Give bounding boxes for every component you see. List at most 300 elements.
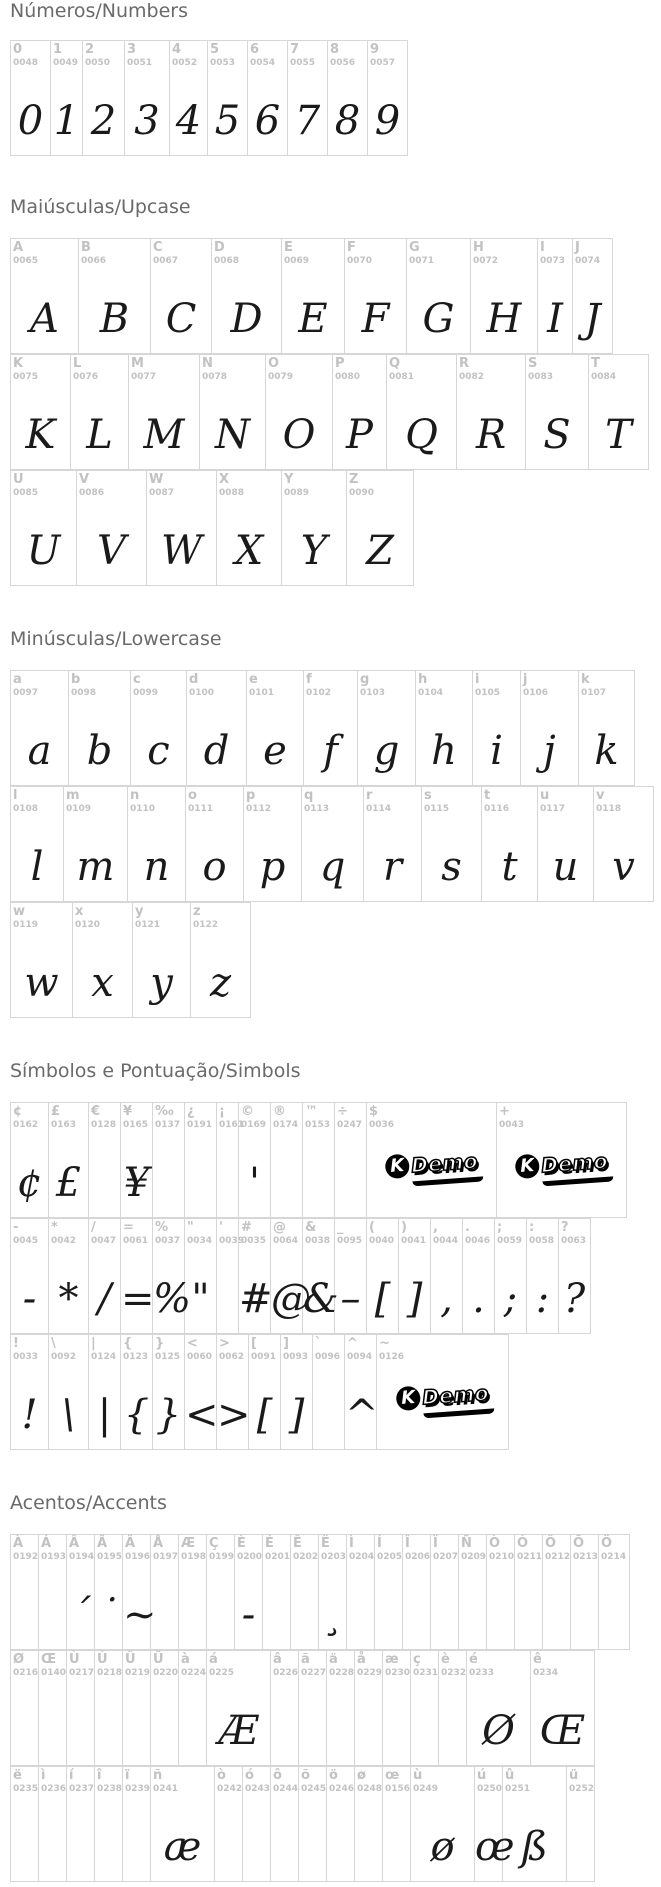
glyph-code: 0097	[13, 688, 39, 698]
glyph-cell-0036	[367, 1103, 497, 1217]
glyph-cell-0207	[431, 1535, 459, 1649]
glyph-cell-0049	[51, 41, 83, 155]
glyph-cell-0054	[248, 41, 288, 155]
glyph-sample: ;	[503, 1276, 518, 1322]
glyph-code: 0036	[369, 1120, 395, 1130]
glyph-cell-0196	[123, 1535, 157, 1649]
glyph-code: 0244	[273, 1784, 299, 1794]
glyph-sample: ø	[430, 1824, 455, 1870]
glyph-label: Æ	[181, 1536, 196, 1551]
glyph-label: ú	[477, 1768, 487, 1783]
glyph-label: Ï	[433, 1536, 438, 1551]
glyph-label: N	[202, 356, 213, 371]
glyph-code: 0056	[330, 58, 356, 68]
glyph-code: 0068	[214, 256, 240, 266]
glyph-code: 0070	[347, 256, 373, 266]
section-title: Números/Numbers	[10, 0, 188, 22]
glyph-cell-0065	[11, 239, 79, 353]
glyph-sample: O	[282, 412, 316, 458]
glyph-label: ;	[497, 1220, 503, 1235]
glyph-label: Ê	[293, 1536, 302, 1551]
glyph-label: =	[123, 1220, 134, 1235]
glyph-sample: n	[143, 844, 170, 890]
glyph-sample: Q	[405, 412, 438, 458]
glyph-code: 0037	[155, 1236, 181, 1246]
glyph-label: 7	[290, 42, 300, 57]
glyph-cell-0126	[377, 1335, 509, 1449]
glyph-cell-0213	[571, 1535, 599, 1649]
glyph-code: 0163	[51, 1120, 77, 1130]
glyph-sample: K	[25, 412, 56, 458]
glyph-sample: ¢	[16, 1160, 43, 1206]
glyph-label: ò	[217, 1768, 226, 1783]
glyph-label: D	[214, 240, 225, 255]
glyph-cell-0228	[327, 1651, 355, 1765]
glyph-code: 0218	[97, 1668, 123, 1678]
glyph-sample: œ	[475, 1824, 515, 1870]
glyph-code: 0238	[97, 1784, 123, 1794]
glyph-code: 0239	[125, 1784, 151, 1794]
glyph-sample: a	[27, 728, 52, 774]
glyph-label: \	[51, 1336, 56, 1351]
glyph-sample: [	[256, 1392, 273, 1438]
glyph-code: 0040	[369, 1236, 395, 1246]
glyph-label: £	[51, 1104, 61, 1119]
glyph-label: Â	[69, 1536, 80, 1551]
glyph-code: 0085	[13, 488, 39, 498]
glyph-sample: !	[21, 1392, 38, 1438]
glyph-cell-0229	[355, 1651, 383, 1765]
glyph-cell-0088	[217, 471, 282, 585]
glyph-cell-0197	[151, 1535, 179, 1649]
glyph-code: 0174	[273, 1120, 299, 1130]
glyph-cell-0081	[387, 355, 457, 469]
glyph-code: 0251	[505, 1784, 531, 1794]
glyph-sample: %	[153, 1276, 192, 1322]
glyph-label: Ú	[97, 1652, 108, 1667]
glyph-sample: B	[99, 296, 130, 342]
glyph-code: 0074	[575, 256, 601, 266]
glyph-sample: ~	[123, 1592, 157, 1638]
glyph-label: ~	[379, 1336, 390, 1351]
glyph-cell-0123	[121, 1335, 153, 1449]
glyph-cell-0060	[185, 1335, 217, 1449]
glyph-code: 0071	[409, 256, 435, 266]
glyph-label: Œ	[41, 1652, 57, 1667]
glyph-row	[10, 902, 251, 1018]
glyph-cell-0124	[89, 1335, 121, 1449]
glyph-sample: z	[209, 960, 232, 1006]
glyph-code: 0076	[73, 372, 99, 382]
glyph-label: I	[540, 240, 545, 255]
glyph-cell-0094	[345, 1335, 377, 1449]
glyph-cell-0056	[328, 41, 368, 155]
glyph-sample: 1	[53, 98, 80, 144]
glyph-label: H	[473, 240, 484, 255]
glyph-code: 0207	[433, 1552, 459, 1562]
glyph-label: Ò	[489, 1536, 501, 1551]
glyph-code: 0043	[499, 1120, 525, 1130]
glyph-cell-0104	[416, 671, 473, 785]
glyph-label: ©	[241, 1104, 254, 1119]
glyph-cell-0122	[191, 903, 251, 1017]
glyph-cell-0118	[594, 787, 654, 901]
glyph-cell-0066	[79, 239, 151, 353]
glyph-cell-0169	[239, 1103, 271, 1217]
glyph-code: 0112	[246, 804, 272, 814]
glyph-sample: p	[259, 844, 286, 890]
demo-word: Demo	[540, 1148, 609, 1178]
glyph-sample	[367, 1141, 496, 1181]
demo-swoosh	[413, 1176, 484, 1186]
glyph-sample: -	[241, 1592, 256, 1638]
glyph-code: 0201	[265, 1552, 291, 1562]
glyph-cell-0055	[288, 41, 328, 155]
glyph-cell-0068	[212, 239, 282, 353]
glyph-row	[10, 670, 635, 786]
glyph-label: ë	[13, 1768, 22, 1783]
glyph-cell-0205	[375, 1535, 403, 1649]
glyph-label: ã	[301, 1652, 310, 1667]
glyph-label: ¡	[219, 1104, 225, 1119]
glyph-code: 0066	[81, 256, 107, 266]
glyph-label: ñ	[153, 1768, 163, 1783]
glyph-cell-0090	[347, 471, 414, 585]
glyph-label: ^	[347, 1336, 358, 1351]
glyph-sample: h	[431, 728, 457, 774]
glyph-code: 0098	[71, 688, 97, 698]
glyph-cell-0038	[303, 1219, 339, 1333]
glyph-sample: ˊ	[70, 1592, 91, 1638]
glyph-cell-0161	[217, 1103, 245, 1217]
glyph-code: 0199	[209, 1552, 235, 1562]
glyph-label: È	[237, 1536, 246, 1551]
glyph-sample: \	[61, 1392, 76, 1438]
glyph-label: Ó	[517, 1536, 529, 1551]
glyph-sample: ^	[345, 1392, 379, 1438]
glyph-code: 0117	[540, 804, 566, 814]
glyph-label: G	[409, 240, 420, 255]
glyph-label: @	[273, 1220, 286, 1235]
glyph-cell-0050	[83, 41, 125, 155]
glyph-row	[10, 1766, 595, 1882]
glyph-label: Á	[41, 1536, 52, 1551]
glyph-cell-0076	[71, 355, 129, 469]
glyph-label: k	[581, 672, 590, 687]
glyph-cell-0039	[217, 1219, 245, 1333]
glyph-cell-0097	[11, 671, 69, 785]
glyph-cell-0194	[67, 1535, 95, 1649]
glyph-code: 0235	[13, 1784, 39, 1794]
glyph-code: 0086	[79, 488, 105, 498]
glyph-cell-0247	[335, 1103, 367, 1217]
glyph-sample: ,	[440, 1276, 453, 1322]
glyph-code: 0048	[13, 58, 39, 68]
glyph-sample	[497, 1141, 626, 1181]
demo-k-icon: K	[385, 1154, 411, 1180]
glyph-sample: ¸	[322, 1592, 343, 1638]
glyph-code: 0106	[523, 688, 549, 698]
glyph-label: o	[188, 788, 197, 803]
glyph-label: s	[424, 788, 432, 803]
glyph-label: Y	[284, 472, 294, 487]
glyph-label: y	[135, 904, 144, 919]
glyph-cell-0162	[11, 1103, 49, 1217]
glyph-code: 0249	[413, 1784, 439, 1794]
glyph-code: 0198	[181, 1552, 207, 1562]
glyph-cell-0249	[411, 1767, 475, 1881]
glyph-cell-0070	[345, 239, 407, 353]
glyph-cell-0058	[527, 1219, 559, 1333]
glyph-cell-0106	[521, 671, 579, 785]
glyph-code: 0067	[153, 256, 179, 266]
glyph-label: 6	[250, 42, 260, 57]
glyph-code: 0230	[385, 1668, 411, 1678]
glyph-label: 0	[13, 42, 23, 57]
glyph-label: q	[304, 788, 314, 803]
glyph-code: 0034	[187, 1236, 213, 1246]
glyph-label: Å	[153, 1536, 164, 1551]
glyph-label: *	[51, 1220, 58, 1235]
glyph-sample: >	[217, 1392, 251, 1438]
glyph-code: 0233	[469, 1668, 495, 1678]
glyph-code: 0063	[561, 1236, 587, 1246]
glyph-code: 0194	[69, 1552, 95, 1562]
glyph-sample: -	[22, 1276, 37, 1322]
glyph-label: #	[241, 1220, 252, 1235]
glyph-label: ï	[125, 1768, 130, 1783]
glyph-code: 0125	[155, 1352, 181, 1362]
glyph-cell-0100	[187, 671, 247, 785]
glyph-code: 0100	[189, 688, 215, 698]
glyph-cell-0041	[399, 1219, 431, 1333]
glyph-code: 0234	[533, 1668, 559, 1678]
glyph-sample: F	[361, 296, 390, 342]
glyph-sample: i	[490, 728, 503, 774]
glyph-sample: R	[475, 412, 507, 458]
glyph-cell-0156	[383, 1767, 411, 1881]
glyph-sample: U	[26, 528, 61, 574]
glyph-cell-0198	[179, 1535, 207, 1649]
glyph-label: (	[369, 1220, 375, 1235]
glyph-sample: E	[298, 296, 328, 342]
glyph-code: 0082	[459, 372, 485, 382]
glyph-code: 0080	[335, 372, 361, 382]
glyph-label: _	[337, 1220, 344, 1235]
glyph-code: 0248	[357, 1784, 383, 1794]
glyph-cell-0216	[11, 1651, 39, 1765]
glyph-label: l	[13, 788, 18, 803]
glyph-cell-0237	[67, 1767, 95, 1881]
glyph-sample: :	[535, 1276, 550, 1322]
glyph-cell-0082	[457, 355, 526, 469]
glyph-label: â	[273, 1652, 282, 1667]
glyph-cell-0244	[271, 1767, 299, 1881]
glyph-label: 8	[330, 42, 340, 57]
glyph-label: ]	[283, 1336, 289, 1351]
glyph-code: 0237	[69, 1784, 95, 1794]
glyph-sample: 3	[134, 98, 160, 144]
glyph-code: 0204	[349, 1552, 375, 1562]
glyph-cell-0119	[11, 903, 73, 1017]
glyph-code: 0165	[123, 1120, 149, 1130]
glyph-cell-0051	[125, 41, 170, 155]
glyph-cell-0110	[128, 787, 186, 901]
glyph-label: [	[251, 1336, 257, 1351]
glyph-cell-0231	[411, 1651, 439, 1765]
glyph-sample: <	[185, 1392, 219, 1438]
glyph-cell-0114	[364, 787, 422, 901]
demo-k-icon: K	[515, 1154, 541, 1180]
glyph-label: €	[91, 1104, 101, 1119]
glyph-code: 0126	[379, 1352, 405, 1362]
glyph-sample: d	[203, 728, 230, 774]
glyph-sample: 5	[214, 98, 241, 144]
glyph-cell-0204	[347, 1535, 375, 1649]
glyph-cell-0095	[335, 1219, 367, 1333]
glyph-cell-0108	[11, 787, 64, 901]
glyph-code: 0161	[219, 1120, 245, 1130]
glyph-cell-0073	[538, 239, 573, 353]
glyph-cell-0035	[239, 1219, 271, 1333]
glyph-cell-0062	[217, 1335, 249, 1449]
glyph-code: 0232	[441, 1668, 467, 1678]
glyph-sample: ?	[563, 1276, 586, 1322]
glyph-code: 0124	[91, 1352, 117, 1362]
glyph-label: î	[97, 1768, 102, 1783]
glyph-cell-0089	[282, 471, 347, 585]
glyph-code: 0065	[13, 256, 39, 266]
glyph-cell-0230	[383, 1651, 411, 1765]
glyph-cell-0201	[263, 1535, 291, 1649]
glyph-code: 0115	[424, 804, 450, 814]
glyph-cell-0252	[567, 1767, 595, 1881]
glyph-sample: y	[150, 960, 173, 1006]
glyph-label: <	[187, 1336, 198, 1351]
glyph-cell-0085	[11, 471, 77, 585]
glyph-row	[10, 1102, 627, 1218]
glyph-code: 0094	[347, 1352, 373, 1362]
glyph-code: 0241	[153, 1784, 179, 1794]
glyph-code: 0072	[473, 256, 499, 266]
glyph-code: 0041	[401, 1236, 427, 1246]
glyph-code: 0137	[155, 1120, 181, 1130]
glyph-code: 0061	[123, 1236, 149, 1246]
glyph-code: 0227	[301, 1668, 327, 1678]
glyph-code: 0101	[249, 688, 275, 698]
glyph-cell-0211	[515, 1535, 543, 1649]
glyph-sample: 6	[254, 98, 281, 144]
glyph-label: Z	[349, 472, 359, 487]
glyph-label: ü	[569, 1768, 579, 1783]
glyph-cell-0225	[207, 1651, 271, 1765]
glyph-label: Ë	[321, 1536, 330, 1551]
glyph-cell-0072	[471, 239, 538, 353]
glyph-cell-0033	[11, 1335, 49, 1449]
glyph-cell-0103	[358, 671, 416, 785]
glyph-code: 0110	[130, 804, 156, 814]
glyph-label: d	[189, 672, 199, 687]
glyph-sample: g	[373, 728, 400, 774]
glyph-sample: e	[263, 728, 287, 774]
glyph-label: Ã	[97, 1536, 108, 1551]
glyph-label: "	[187, 1220, 194, 1235]
glyph-sample: w	[24, 960, 59, 1006]
glyph-sample: r	[382, 844, 403, 890]
glyph-code: 0078	[202, 372, 228, 382]
glyph-sample: "	[191, 1276, 210, 1322]
glyph-cell-0047	[89, 1219, 121, 1333]
glyph-code: 0087	[149, 488, 175, 498]
demo-badge	[514, 1138, 609, 1184]
glyph-sample: ]	[288, 1392, 305, 1438]
glyph-sample: V	[97, 528, 126, 574]
glyph-code: 0058	[529, 1236, 555, 1246]
glyph-row	[10, 40, 408, 156]
demo-word: Demo	[410, 1148, 479, 1178]
glyph-sample: 7	[294, 98, 321, 144]
glyph-cell-0241	[151, 1767, 215, 1881]
glyph-cell-0200	[235, 1535, 263, 1649]
glyph-cell-0079	[266, 355, 333, 469]
glyph-code: 0103	[360, 688, 386, 698]
glyph-sample: J	[584, 296, 601, 342]
glyph-cell-0105	[473, 671, 521, 785]
glyph-code: 0120	[75, 920, 101, 930]
glyph-sample: 0	[17, 98, 44, 144]
glyph-label: R	[459, 356, 470, 371]
glyph-code: 0224	[181, 1668, 207, 1678]
glyph-cell-0120	[73, 903, 133, 1017]
glyph-label: c	[133, 672, 141, 687]
glyph-label: É	[265, 1536, 274, 1551]
glyph-cell-0233	[467, 1651, 531, 1765]
glyph-label: `	[315, 1336, 322, 1351]
glyph-label: Í	[377, 1536, 382, 1551]
glyph-cell-0128	[89, 1103, 121, 1217]
glyph-cell-0071	[407, 239, 471, 353]
glyph-cell-0045	[11, 1219, 49, 1333]
glyph-label: é	[469, 1652, 478, 1667]
glyph-cell-0067	[151, 239, 212, 353]
glyph-label: m	[66, 788, 80, 803]
glyph-code: 0104	[418, 688, 444, 698]
glyph-code: 0212	[545, 1552, 571, 1562]
glyph-code: 0197	[153, 1552, 179, 1562]
glyph-cell-0250	[475, 1767, 515, 1881]
glyph-label: $	[369, 1104, 379, 1119]
glyph-label: ê	[533, 1652, 542, 1667]
glyph-code: 0060	[187, 1352, 213, 1362]
glyph-label: i	[475, 672, 480, 687]
glyph-cell-0044	[431, 1219, 463, 1333]
glyph-label: |	[91, 1336, 96, 1351]
glyph-label: Ù	[69, 1652, 80, 1667]
glyph-label: M	[131, 356, 144, 371]
glyph-label: û	[505, 1768, 515, 1783]
glyph-code: 0220	[153, 1668, 179, 1678]
glyph-label: J	[575, 240, 580, 255]
glyph-code: 0049	[53, 58, 79, 68]
glyph-cell-0163	[49, 1103, 89, 1217]
glyph-cell-0242	[215, 1767, 243, 1881]
glyph-label: ®	[273, 1104, 286, 1119]
glyph-label: ?	[561, 1220, 569, 1235]
glyph-sample: c	[147, 728, 170, 774]
glyph-cell-0083	[526, 355, 589, 469]
glyph-sample: 2	[90, 98, 117, 144]
glyph-code: 0062	[219, 1352, 245, 1362]
